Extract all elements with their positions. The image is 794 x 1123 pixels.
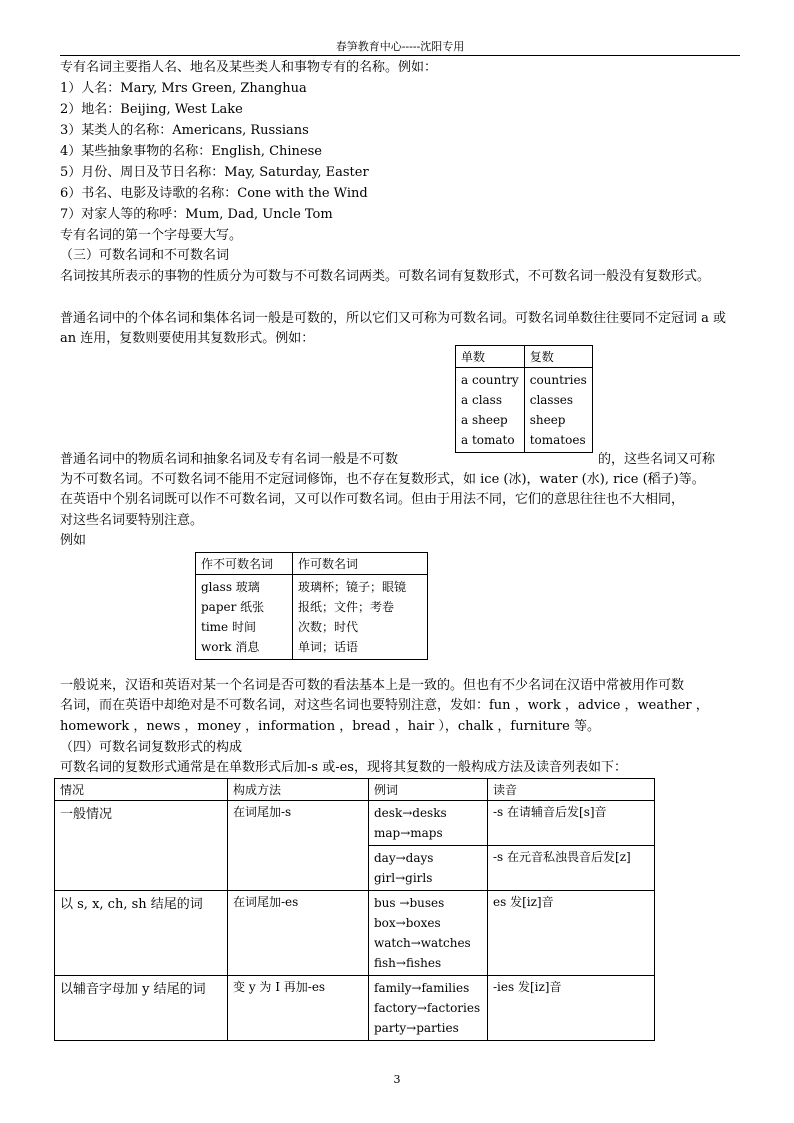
countable-column bbox=[293, 575, 428, 660]
table-cell: 玻璃杯；镜子；眼镜 bbox=[298, 580, 407, 594]
paragraph-countable-usage: 普通名词中的个体名词和集体名词一般是可数的，所以它们又可称为可数名词。可数名词单数往往要同不定冠词 a 或 an 连用，复数则要使用其复数形式。例如： bbox=[60, 311, 727, 346]
list-item: 6）书名、电影及诗歌的名称：Cone with the Wind bbox=[60, 186, 368, 201]
table-cell: a sheep bbox=[461, 413, 508, 427]
list-item: 7）对家人等的称呼：Mum, Dad, Uncle Tom bbox=[60, 207, 333, 222]
paragraph-uncountable-end: 的，这些名词又可称 bbox=[598, 452, 716, 467]
example-word: desk→desks bbox=[374, 806, 447, 820]
table-header: 情况 bbox=[55, 779, 228, 801]
list-item: 2）地名：Beijing, West Lake bbox=[60, 102, 243, 117]
paragraph-compare-line1: 一般说来，汉语和英语对某一个名词是否可数的看法基本上是一致的。但也有不少名词在汉语中常被用作可数 bbox=[60, 678, 685, 693]
uncountable-column bbox=[196, 575, 293, 660]
table-cell: tomatoes bbox=[529, 433, 586, 447]
example-word: bus →buses bbox=[374, 896, 445, 910]
table-cell: countries bbox=[529, 373, 587, 387]
table-cell: work 消息 bbox=[201, 640, 260, 654]
example-word: box→boxes bbox=[374, 916, 441, 930]
table-header: 读音 bbox=[488, 779, 655, 801]
table-cell-case: 以 s, x, ch, sh 结尾的词 bbox=[55, 891, 228, 976]
example-word: fish→fishes bbox=[374, 956, 442, 970]
page-number: 3 bbox=[393, 1073, 401, 1086]
example-word: map→maps bbox=[374, 826, 443, 840]
example-word: day→days bbox=[374, 851, 434, 865]
table-cell: 报纸；文件；考卷 bbox=[298, 600, 395, 614]
table-header: 作不可数名词 bbox=[196, 553, 293, 575]
singular-column bbox=[456, 368, 525, 453]
intro-text: 专有名词主要指人名、地名及某些类人和事物专有的名称。例如： bbox=[60, 60, 438, 75]
table-header: 作可数名词 bbox=[293, 553, 428, 575]
example-word: girl→girls bbox=[374, 871, 433, 885]
table-cell-sound: -s 在元音私浊畏音后发[z] bbox=[488, 846, 655, 891]
table-cell: a class bbox=[461, 393, 502, 407]
example-word: family→families bbox=[374, 981, 470, 995]
table-cell-examples bbox=[369, 891, 488, 976]
section-heading-3: （三）可数名词和不可数名词 bbox=[60, 248, 230, 263]
noun-meaning-table bbox=[195, 552, 428, 660]
table-row bbox=[55, 891, 655, 976]
table-cell-case: 以辅音字母加 y 结尾的词 bbox=[55, 976, 228, 1041]
table-cell: 单词；话语 bbox=[298, 640, 359, 654]
table-cell: time 时间 bbox=[201, 620, 256, 634]
example-word: party→parties bbox=[374, 1021, 459, 1035]
header-rule bbox=[60, 55, 740, 56]
section4-intro: 可数名词的复数形式通常是在单数形式后加-s 或-es，现将其复数的一般构成方法及读音列表如下： bbox=[60, 760, 627, 775]
table-cell: glass 玻璃 bbox=[201, 580, 260, 594]
table-cell-method: 在词尾加-es bbox=[228, 891, 369, 976]
table-row bbox=[55, 976, 655, 1041]
table-cell: sheep bbox=[529, 413, 566, 427]
table-header: 构成方法 bbox=[228, 779, 369, 801]
table-cell: classes bbox=[529, 393, 574, 407]
table-cell-sound: -ies 发[iz]音 bbox=[488, 976, 655, 1041]
table-cell-method: 在词尾加-s bbox=[228, 801, 369, 891]
plural-column bbox=[524, 368, 592, 453]
table-cell-examples bbox=[369, 801, 488, 846]
paragraph-compare-line2: 名词，而在英语中却绝对是不可数名词，对这些名词也要特别注意，发如：fun ，work ，advice ，weather ， bbox=[60, 698, 709, 713]
table-cell-examples bbox=[369, 846, 488, 891]
example-word: watch→watches bbox=[374, 936, 471, 950]
table-cell-method: 变 y 为 I 再加-es bbox=[228, 976, 369, 1041]
table-cell-sound: es 发[iz]音 bbox=[488, 891, 655, 976]
paragraph-both-line2: 对这些名词要特别注意。 bbox=[60, 513, 204, 528]
paragraph-both-line1: 在英语中个别名词既可以作不可数名词，又可以作可数名词。但由于用法不同，它们的意思往往也不大相同， bbox=[60, 492, 685, 507]
table-cell: 次数；时代 bbox=[298, 620, 359, 634]
table-cell-case: 一般情况 bbox=[55, 801, 228, 891]
paragraph-uncountable-line2: 为不可数名词。不可数名词不能用不定冠词修饰，也不存在复数形式，如 ice (冰)，water (水), rice (稻子)等。 bbox=[60, 472, 705, 487]
paragraph-countable-intro: 名词按其所表示的事物的性质分为可数与不可数名词两类。可数名词有复数形式，不可数名词一般没有复数形式。 bbox=[60, 269, 711, 284]
table-cell: a tomato bbox=[461, 433, 515, 447]
list-item: 5）月份、周日及节日名称：May, Saturday, Easter bbox=[60, 165, 369, 180]
table-cell: a country bbox=[461, 373, 519, 387]
plural-formation-table bbox=[54, 778, 655, 1041]
list-item: 4）某些抽象事物的名称：English, Chinese bbox=[60, 144, 322, 159]
example-word: factory→factories bbox=[374, 1001, 481, 1015]
section-heading-4: （四）可数名词复数形式的构成 bbox=[60, 740, 243, 755]
example-label: 例如 bbox=[60, 533, 87, 548]
list-item: 3）某类人的名称：Americans, Russians bbox=[60, 123, 309, 138]
table-row bbox=[55, 801, 655, 846]
list-item: 1）人名：Mary, Mrs Green, Zhanghua bbox=[60, 81, 307, 96]
table-header: 例词 bbox=[369, 779, 488, 801]
table-cell-sound: -s 在请辅音后发[s]音 bbox=[488, 801, 655, 846]
table-header: 复数 bbox=[524, 346, 592, 368]
paragraph-compare-line3: homework ，news ，money ，information ，bread ，hair ），chalk ，furniture 等。 bbox=[60, 719, 600, 734]
capital-note: 专有名词的第一个字母要大写。 bbox=[60, 228, 243, 243]
table-cell-examples bbox=[369, 976, 488, 1041]
paragraph-uncountable-start: 普通名词中的物质名词和抽象名词及专有名词一般是不可数 bbox=[60, 452, 399, 467]
table-header: 单数 bbox=[456, 346, 525, 368]
page-header: 春笋教育中心-----沈阳专用 bbox=[335, 40, 465, 53]
singular-plural-table bbox=[455, 345, 593, 453]
table-cell: paper 纸张 bbox=[201, 600, 265, 614]
